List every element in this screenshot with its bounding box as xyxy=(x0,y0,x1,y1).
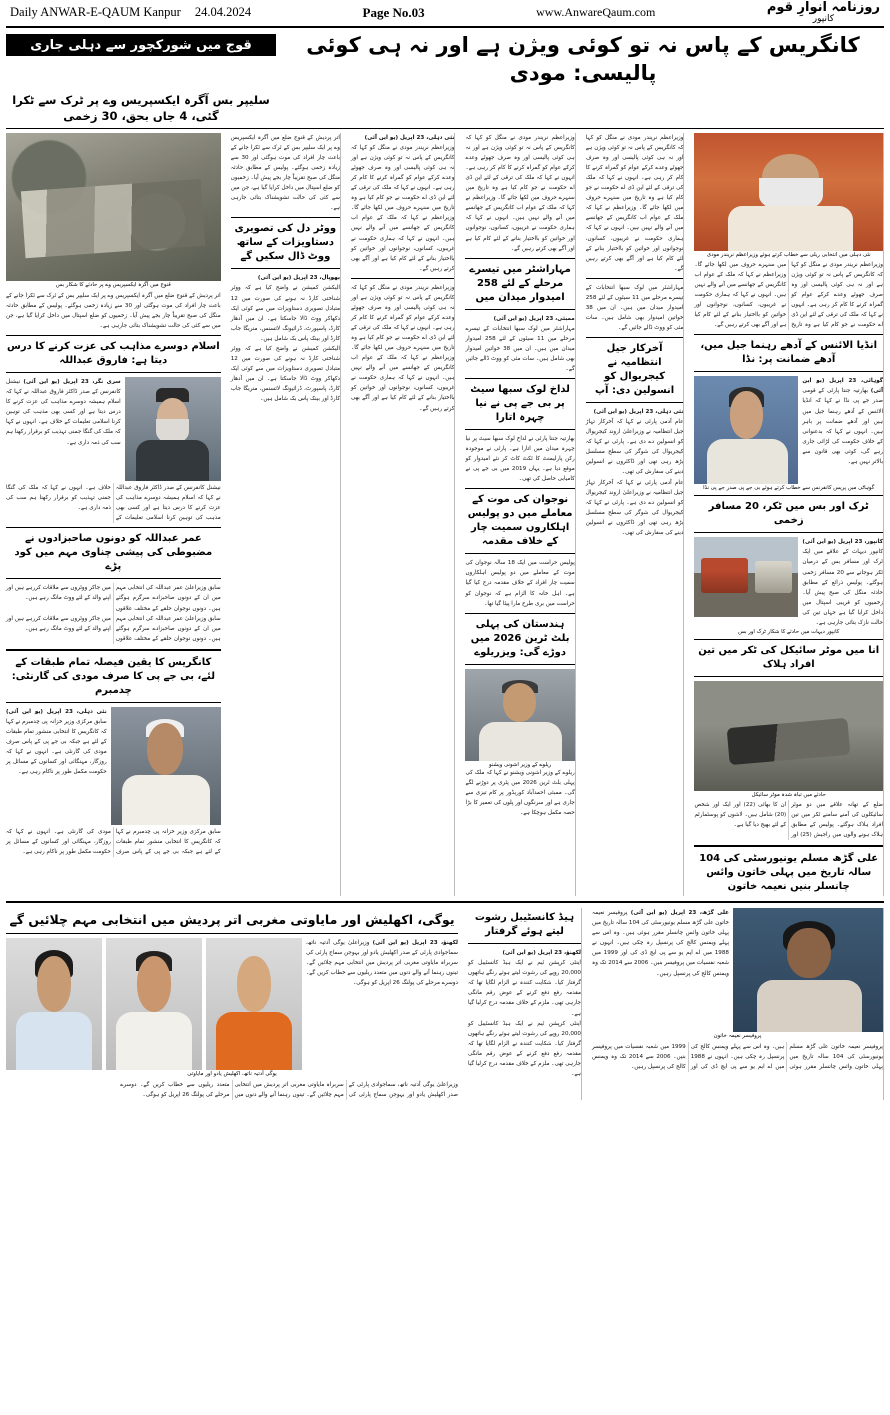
lead-text-a: وزیراعظم نریندر مودی نے منگل کو کہا کہ کانگریس کے پاس نہ تو کوئی ویژن ہے اور نہ ہی کوئی پالیسی اور وہ صرف جھوٹے وعدے کرکے عوام کو گمراہ کرنے کا کام کر رہی ہے۔ انہوں نے کہا کہ ملک کی ترقی کے لئے این ڈی اے حکومت نے جو کام کیا ہے وہ تاریخ میں سنہرے حروف میں لکھا جائے گا۔ وزیراعظم نے کہا کہ ملک کے عوام اب کانگریس کے جھانسے میں آنے والے نہیں ہیں۔ انہوں نے کہا کہ ہماری حکومت نے غریبوں، کسانوں، نوجوانوں اور خواتین کو بااختیار بنانے کے لئے کام کیا ہے اور آگے بھی کرتے رہیں گے۔ xyxy=(350,144,455,272)
page-number: Page No.03 xyxy=(362,4,425,20)
divider-bottom xyxy=(6,901,884,903)
dateline-votar: بھوپال، 23 اپریل (یو این آئی) xyxy=(257,275,340,282)
story-bribe-text-2: اینٹی کرپشن ٹیم نے ایک ہیڈ کانسٹیبل کو 20,000 روپے کی رشوت لیتے ہوئے رنگے ہاتھوں گرفتار کیا۔ شکایت کنندہ نے الزام لگایا تھا کہ مقدمہ رفع دفع کرنے کے عوض رقم مانگی جارہی تھی۔ ملزم کے خلاف مقدمہ درج کرلیا گیا ہے۔ xyxy=(468,1020,581,1077)
dateline-kejriwal: نئی دہلی، 23 اپریل (یو این آئی) xyxy=(593,409,684,416)
column-right xyxy=(690,133,884,896)
headline-youth-death: نوجوان کی موت کے معاملے میں دو پولیس اہلکاروں سمیت چار کے خلاف مقدمہ xyxy=(467,494,573,548)
dateline-maharashtra: ممبئی، 23 اپریل (یو این آئی) xyxy=(493,315,575,322)
masthead xyxy=(6,0,884,28)
story-votar-text-2: الیکشن کمیشن نے واضح کیا ہے کہ ووٹر شناختی کارڈ نہ ہونے کی صورت میں 12 متبادل تصویری دستاویزات میں سے کوئی ایک دکھاکر ووٹ ڈالا جاسکتا ہے۔ ان میں آدھار کارڈ، پاسپورٹ، ڈرائیونگ لائسنس، منریگا جاب کارڈ اور بینک پاس بک شامل ہیں۔ xyxy=(230,345,340,403)
photo-farooq xyxy=(125,377,221,481)
photo-naima-khatoon xyxy=(733,908,883,1032)
logo-line-1: روزنامہ انوارِ قوم xyxy=(766,0,880,15)
nadda-block xyxy=(694,376,883,484)
photo-bike-crash xyxy=(694,681,883,791)
story-wreck-text: اتر پردیش کے قنوج ضلع میں آگرہ ایکسپریس وے پر ایک سلیپر بس کے ٹرک سے ٹکرا جانے کے باعث چار افراد کی موت ہوگئی اور 30 سے زیادہ زخمی ہوگئے۔ پولیس کے مطابق حادثہ منگل کی صبح تقریباً چار بجے پیش آیا۔ زخمیوں کو ضلع اسپتال میں داخل کرایا گیا ہے، جن میں سے کئی کی حالت تشویشناک بتائی جارہی ہے۔ xyxy=(6,292,221,330)
bottom-middle xyxy=(464,908,582,1100)
story-kejriwal-text: عام آدمی پارٹی نے کہا کہ آخرکار تہاڑ جیل انتظامیہ نے وزیراعلیٰ اروند کیجریوال کو انسولین دے دی ہے۔ پارٹی نے کہا کہ کیجریوال کی شوگر کی سطح مسلسل بڑھ رہی تھی اور ڈاکٹروں نے انسولین دینے کی سفارش کی تھی۔ xyxy=(585,419,684,476)
dateline-nadda: گوہاٹی، 23 اپریل (یو این آئی) xyxy=(802,378,884,395)
dateline-up: لکھنؤ، 23 اپریل (یو این آئی) xyxy=(372,940,458,946)
logo-line-2: کانپور xyxy=(812,13,835,24)
caption-modi: نئی دہلی میں انتخابی ریلی سے خطاب کرتے ہوئے وزیراعظم نریندر مودی xyxy=(706,251,871,258)
story-up-text: وزیراعلیٰ یوگی آدتیہ ناتھ، سماجوادی پارٹی کے صدر اکھلیش یادو اور بہوجن سماج پارٹی کی سربراہ مایاوتی مغربی اتر پردیش میں انتخابی مہم چلائیں گے۔ تینوں رہنما آنے والے دنوں میں متعدد ریلیوں سے خطاب کریں گے۔ دوسرے مرحلے کی پولنگ 26 اپریل کو ہوگی۔ xyxy=(306,940,458,987)
story-nadda-text: بھارتیہ جنتا پارٹی کے قومی صدر جے پی نڈا نے کہا کہ انڈیا الائنس کے آدھے رہنما جیل میں ہیں اور آدھے ضمانت پر باہر ہیں۔ انہوں نے کہا کہ بدعنوانی کے خلاف حکومت کی لڑائی جاری رہے گی، کوئی بھی قانون سے بالاتر نہیں ہے۔ xyxy=(802,388,883,465)
story-ghulam-text: سابق وزیراعلیٰ عمر عبداللہ کی انتخابی مہم میں ان کے دونوں صاحبزادے سرگرم ہوگئے ہیں۔ دونوں نوجوان حلقے کے مختلف علاقوں میں جاکر ووٹروں سے ملاقات کررہے ہیں اور اپنے والد کے لئے ووٹ مانگ رہے ہیں۔ xyxy=(6,585,221,612)
story-votar-text: الیکشن کمیشن نے واضح کیا ہے کہ ووٹر شناختی کارڈ نہ ہونے کی صورت میں 12 متبادل تصویری دستاویزات میں سے کوئی ایک دکھاکر ووٹ ڈالا جاسکتا ہے۔ ان میں آدھار کارڈ، پاسپورٹ، ڈرائیونگ لائسنس، منریگا جاب کارڈ اور بینک پاس بک شامل ہیں۔ xyxy=(230,285,340,342)
headline-ladakh: لداخ لوک سبھا سیٹ پر بی جے پی نے نیا چہرہ اتارا xyxy=(470,384,570,423)
headline-chidambaram: کانگریس کا یقین فیصلہ تمام طبقات کے لئے، بی جے پی کا صرف مودی کی گارنٹی: چدمبرم xyxy=(11,656,215,696)
story-ghulam-text-2: سابق وزیراعلیٰ عمر عبداللہ کی انتخابی مہم میں ان کے دونوں صاحبزادے سرگرم ہوگئے ہیں۔ دونوں نوجوان حلقے کے مختلف علاقوں میں جاکر ووٹروں سے ملاقات کررہے ہیں اور اپنے والد کے لئے ووٹ مانگ رہے ہیں۔ xyxy=(6,615,221,642)
bottom-right xyxy=(588,908,884,1100)
lead-text-c: وزیراعظم نریندر مودی نے منگل کو کہا کہ کانگریس کے پاس نہ تو کوئی ویژن ہے اور نہ ہی کوئی پالیسی اور وہ صرف جھوٹے وعدے کرکے عوام کو گمراہ کرنے کا کام کر رہی ہے۔ انہوں نے کہا کہ ملک کی ترقی کے لئے این ڈی اے حکومت نے جو کام کیا ہے وہ تاریخ میں سنہرے حروف میں لکھا جائے گا۔ وزیراعظم نے کہا کہ ملک کے عوام اب کانگریس کے جھانسے میں آنے والے نہیں ہیں۔ انہوں نے کہا کہ ہماری حکومت نے غریبوں، کسانوں، نوجوانوں اور خواتین کو بااختیار بنانے کے لئے کام کیا ہے اور آگے بھی کرتے رہیں گے۔ xyxy=(465,134,575,252)
caption-up-leaders: یوگی آدتیہ ناتھ، اکھلیش یادو اور مایاوتی xyxy=(187,1071,277,1077)
lead-headline-wrap xyxy=(282,31,884,88)
lead-text-d: وزیراعظم نریندر مودی نے منگل کو کہا کہ کانگریس کے پاس نہ تو کوئی ویژن ہے اور نہ ہی کوئی پالیسی اور وہ صرف جھوٹے وعدے کرکے عوام کو گمراہ کرنے کا کام کر رہی ہے۔ انہوں نے کہا کہ ملک کی ترقی کے لئے این ڈی اے حکومت نے جو کام کیا ہے وہ تاریخ میں سنہرے حروف میں لکھا جائے گا۔ وزیراعظم نے کہا کہ ملک کے عوام اب کانگریس کے جھانسے میں آنے والے نہیں ہیں۔ انہوں نے کہا کہ ہماری حکومت نے غریبوں، کسانوں، نوجوانوں اور خواتین کو بااختیار بنانے کے لئے کام کیا ہے اور آگے بھی کرتے رہیں گے۔ xyxy=(585,134,684,272)
lead-text-e: وزیراعظم نریندر مودی نے منگل کو کہا کہ کانگریس کے پاس نہ تو کوئی ویژن ہے اور نہ ہی کوئی پالیسی اور وہ صرف جھوٹے وعدے کرکے عوام کو گمراہ کرنے کا کام کر رہی ہے۔ انہوں نے کہا کہ ملک کی ترقی کے لئے این ڈی اے حکومت نے جو کام کیا ہے وہ تاریخ میں سنہرے حروف میں لکھا جائے گا۔ وزیراعظم نے کہا کہ ملک کے عوام اب کانگریس کے جھانسے میں آنے والے نہیں ہیں۔ انہوں نے کہا کہ ہماری حکومت نے غریبوں، کسانوں، نوجوانوں اور خواتین کو بااختیار بنانے کے لئے کام کیا ہے اور آگے بھی کرتے رہیں گے۔ xyxy=(694,261,883,329)
photo-yogi xyxy=(206,938,302,1070)
photo-mayawati xyxy=(6,938,102,1070)
issue-date: 24.04.2024 xyxy=(194,5,252,19)
story-youth-death-text: پولیس حراست میں ایک 18 سالہ نوجوان کی موت کے معاملے میں دو پولیس اہلکاروں سمیت چار افراد کے خلاف مقدمہ درج کیا گیا ہے۔ اہل خانہ کا الزام ہے کہ نوجوان کو حراست میں بری طرح مارا پیٹا گیا تھا۔ xyxy=(465,560,575,607)
headline-india-alliance: انڈیا الائنس کے آدھے رہنما جیل میں، آدھے ضمانت پر: نڈا xyxy=(700,340,878,366)
photo-ashwini-vaishnaw xyxy=(465,669,574,761)
photo-truck-accident xyxy=(694,537,798,617)
caption-nadda: گوہاٹی میں پریس کانفرنس سے خطاب کرتے ہوئے بی جے پی صدر جے پی نڈا xyxy=(703,485,875,492)
photo-akhilesh xyxy=(106,938,202,1070)
caption-bike: حادثے میں تباہ شدہ موٹر سائیکل xyxy=(751,791,826,798)
photo-modi xyxy=(694,133,883,251)
story-chidambaram-text: سابق مرکزی وزیر خزانہ پی چدمبرم نے کہا کہ کانگریس کا انتخابی منشور تمام طبقات کے لئے ہے جبکہ بی جے پی کے پاس صرف مودی کی گارنٹی ہے۔ انہوں نے کہا کہ روزگار، مہنگائی اور کسانوں کے مسائل پر حکومت مکمل طور پر ناکام رہی ہے۔ xyxy=(6,718,107,776)
headline-bullet-train: ہندستان کی پہلی بلٹ ٹرین 2026 میں دوڑے گی: ویزریلوے xyxy=(470,618,570,658)
banner-text: قوج میں شورکچور سے دہلی جاری xyxy=(30,37,252,53)
dateline-farooq: سری نگر، 23 اپریل (یو این آئی) xyxy=(23,379,121,386)
black-banner xyxy=(6,34,276,56)
amu-block xyxy=(592,908,883,1032)
story-ladakh-text: بھارتیہ جنتا پارٹی نے لداخ لوک سبھا سیٹ پر نیا چہرہ میدان میں اتارا ہے۔ پارٹی نے موجودہ رکن پارلیمنٹ کا ٹکٹ کاٹ کر نئے امیدوار کو موقع دیا ہے۔ یہاں 2019 میں بی جے پی نے کامیابی حاصل کی تھی۔ xyxy=(465,436,575,483)
up-photo-row xyxy=(6,938,458,1070)
headline-maharashtra: مہاراشٹر میں تیسرے مرحلے کے لئے 258 امیدوار میدان میں xyxy=(469,263,571,303)
headline-ghulam: عمر عبداللہ کو دونوں صاحبزادوں نے مضبوطی کی پیشی چناوی مہم میں کود پڑے xyxy=(14,533,213,573)
lead-subheadline: سلیپر بس آگرہ ایکسپریس وے پر ٹرک سے ٹکرا گئی، 4 جاں بحق، 30 زخمی xyxy=(12,92,270,123)
story-bullet-train-text: ریلوے کے وزیر اشونی ویشنو نے کہا کہ ملک کی پہلی بلٹ ٹرین 2026 میں پٹری پر دوڑنے لگے گی۔ ممبئی احمدآباد کوریڈور پر کام تیزی سے جاری ہے اور سرنگوں اور پلوں کی تعمیر کا بڑا حصہ مکمل ہوچکا ہے۔ xyxy=(465,769,575,816)
headline-truck-bus: ٹرک اور بس میں ٹکر، 20 مسافر زخمی xyxy=(708,501,869,527)
truck-block xyxy=(694,537,883,628)
photo-chidambaram xyxy=(111,707,221,825)
column-left xyxy=(6,133,221,896)
masthead-logo xyxy=(767,1,880,24)
dateline-amu: علی گڑھ، 23 اپریل (یو این آئی) xyxy=(630,910,730,917)
story-bike-text: ضلع کے تھانہ علاقے میں دو موٹر سائیکلوں کی آمنے سامنے ٹکر میں تین افراد ہلاک ہوگئے۔ پولیس کے مطابق ہلاک ہونے والوں میں راجیش (25) اور ان کا بھائی (22) اور ایک اور شخص (20) شامل ہیں۔ لاشوں کو پوسٹمارٹم کے لئے بھیج دیا گیا ہے۔ xyxy=(694,801,883,839)
lead-dateline: نئی دہلی، 23 اپریل (یو این آئی) xyxy=(364,134,455,141)
banner-wrap xyxy=(6,31,276,88)
bottom-grid xyxy=(6,908,884,1100)
story-wreck-cont: اتر پردیش کے قنوج ضلع میں آگرہ ایکسپریس وے پر ایک سلیپر بس کے ٹرک سے ٹکرا جانے کے باعث چار افراد کی موت ہوگئی اور 30 سے زیادہ زخمی ہوگئے۔ پولیس کے مطابق حادثہ منگل کی صبح تقریباً چار بجے پیش آیا۔ زخمیوں کو ضلع اسپتال میں داخل کرایا گیا ہے، جن میں سے کئی کی حالت تشویشناک بتائی جارہی ہے۔ xyxy=(230,134,340,212)
caption-ashwini: ریلوے کے وزیر اشونی ویشنو xyxy=(489,761,552,768)
column-3 xyxy=(347,133,455,896)
top-strip xyxy=(6,31,884,88)
lead-headline: کانگریس کے پاس نہ تو کوئی ویژن ہے اور نہ ہی کوئی پالیسی: مودی xyxy=(306,33,860,86)
story-maharashtra-cont: مہاراشٹر میں لوک سبھا انتخابات کے تیسرے مرحلے میں 11 سیٹوں کے لئے 258 امیدوار میدان میں ہیں۔ ان میں 38 خواتین امیدوار بھی شامل ہیں۔ سات مئی کو ووٹ ڈالے جائیں گے۔ xyxy=(585,284,684,331)
headline-votar: ووٹر دل کی تصویری دستاویزات کے ساتھ ووٹ ڈال سکیں گے xyxy=(234,223,337,263)
headline-kejriwal-insulin: آخرکار جیل انتظامیہ نے کیجریوال کو انسولین دی: آپ xyxy=(594,343,675,397)
story-up-cont: وزیراعلیٰ یوگی آدتیہ ناتھ، سماجوادی پارٹی کے صدر اکھلیش یادو اور بہوجن سماج پارٹی کی سربراہ مایاوتی مغربی اتر پردیش میں انتخابی مہم چلائیں گے۔ تینوں رہنما آنے والے دنوں میں متعدد ریلیوں سے خطاب کریں گے۔ دوسرے مرحلے کی پولنگ 26 اپریل کو ہوگی۔ xyxy=(120,1082,458,1099)
caption-bus-wreck: قنوج میں آگرہ ایکسپریس وے پر حادثے کا شکار بس xyxy=(55,281,171,288)
dateline-bribe: لکھنؤ، 23 اپریل (یو این آئی) xyxy=(502,950,581,957)
subhead-strip xyxy=(6,90,884,124)
caption-truck: کانپور دیہات میں حادثے کا شکار ٹرک اور بس xyxy=(738,628,840,635)
photo-bus-wreck xyxy=(6,133,221,281)
story-chidambaram-cont: سابق مرکزی وزیر خزانہ پی چدمبرم نے کہا کہ کانگریس کا انتخابی منشور تمام طبقات کے لئے ہے جبکہ بی جے پی کے پاس صرف مودی کی گارنٹی ہے۔ انہوں نے کہا کہ روزگار، مہنگائی اور کسانوں کے مسائل پر حکومت مکمل طور پر ناکام رہی ہے۔ xyxy=(6,828,221,855)
caption-amu: پروفیسر نعیمہ خاتون xyxy=(713,1033,762,1040)
column-4 xyxy=(461,133,575,896)
story-maharashtra-text: مہاراشٹر میں لوک سبھا انتخابات کے تیسرے مرحلے میں 11 سیٹوں کے لئے 258 امیدوار میدان میں ہیں۔ ان میں 38 خواتین امیدوار بھی شامل ہیں۔ سات مئی کو ووٹ ڈالے جائیں گے۔ xyxy=(465,325,575,372)
column-2 xyxy=(227,133,341,896)
story-bribe-text: اینٹی کرپشن ٹیم نے ایک ہیڈ کانسٹیبل کو 20,000 روپے کی رشوت لیتے ہوئے رنگے ہاتھوں گرفتار کیا۔ شکایت کنندہ نے الزام لگایا تھا کہ مقدمہ رفع دفع کرنے کے عوض رقم مانگی جارہی تھی۔ ملزم کے خلاف مقدمہ درج کرلیا گیا ہے۔ xyxy=(468,960,581,1017)
story-truck-text: کانپور دیہات کے علاقے میں ایک ٹرک اور مسافر بس کے درمیان ٹکر ہوجانے سے 20 مسافر زخمی ہوگئے۔ پولیس ذرائع کے مطابق حادثہ منگل کی صبح پیش آیا۔ زخمیوں کو قریبی اسپتال میں داخل کرایا گیا ہے جہاں تین کی حالت نازک بتائی جارہی ہے۔ xyxy=(802,549,883,626)
story-amu-text: پروفیسر نعیمہ خاتون علی گڑھ مسلم یونیورسٹی کی 104 سالہ تاریخ میں پہلی خاتون وائس چانسلر مقرر ہوئی ہیں۔ وہ اس سے پہلے ویمنس کالج کی پرنسپل رہ چکی ہیں۔ انہوں نے 1988 میں اے ایم یو سے پی ایچ ڈی کی اور 1999 میں شعبہ نفسیات میں پروفیسر بنیں۔ 2006 سے 2014 تک وہ ویمنس کالج کی پرنسپل رہیں۔ xyxy=(592,910,729,977)
bottom-left xyxy=(6,908,458,1100)
column-5 xyxy=(582,133,685,896)
chid-block xyxy=(6,707,221,825)
website-url[interactable]: www.AnwareQaum.com xyxy=(536,5,656,19)
story-farooq-text: نیشنل کانفرنس کے صدر ڈاکٹر فاروق عبداللہ نے کہا کہ اسلام ہمیشہ دوسرے مذاہب کی عزت کرنے کا درس دیتا ہے اور کسی بھی مذہب کی توہین کرنا اسلامی تعلیمات کے خلاف ہے۔ انہوں نے کہا کہ ملک کی گنگا جمنی تہذیب کو برقرار رکھنا ہم سب کی ذمہ داری ہے۔ xyxy=(6,379,121,446)
paper-name: Daily ANWAR-E-QAUM Kanpur xyxy=(10,5,181,19)
headline-up-campaign: یوگی، اکھلیش اور مایاوتی مغربی اتر پردیش میں انتخابی مہم چلائیں گے xyxy=(9,912,455,928)
photo-nadda xyxy=(694,376,798,484)
headline-bike-crash: انا میں موٹر سائیکل کی ٹکر میں تین افراد ہلاک xyxy=(698,644,880,670)
dateline-chidambaram: نئی دہلی، 23 اپریل (یو این آئی) xyxy=(6,708,107,715)
headline-farooq: اسلام دوسرے مذاہب کی عزت کرنے کا درس دیتا ہے: فاروق عبداللہ xyxy=(7,341,220,367)
headline-bribe-arrest: ہیڈ کانسٹیبل رشوت لیتے ہوئے گرفتار xyxy=(474,912,575,938)
lead-text-b: وزیراعظم نریندر مودی نے منگل کو کہا کہ کانگریس کے پاس نہ تو کوئی ویژن ہے اور نہ ہی کوئی پالیسی اور وہ صرف جھوٹے وعدے کرکے عوام کو گمراہ کرنے کا کام کر رہی ہے۔ انہوں نے کہا کہ ملک کی ترقی کے لئے این ڈی اے حکومت نے جو کام کیا ہے وہ تاریخ میں سنہرے حروف میں لکھا جائے گا۔ وزیراعظم نے کہا کہ ملک کے عوام اب کانگریس کے جھانسے میں آنے والے نہیں ہیں۔ انہوں نے کہا کہ ہماری حکومت نے غریبوں، کسانوں، نوجوانوں اور خواتین کو بااختیار بنانے کے لئے کام کیا ہے اور آگے بھی کرتے رہیں گے۔ xyxy=(350,284,455,412)
farooq-block xyxy=(6,377,221,481)
dateline-truck: کانپور، 23 اپریل (یو این آئی) xyxy=(802,539,883,546)
headline-amu-vc: علی گڑھ مسلم یونیورسٹی کی 104 سالہ تاریخ میں پہلی خاتون وائس چانسلر بنیں نعیمہ خاتون xyxy=(699,853,879,893)
story-amu-cont: پروفیسر نعیمہ خاتون علی گڑھ مسلم یونیورسٹی کی 104 سالہ تاریخ میں پہلی خاتون وائس چانسلر مقرر ہوئی ہیں۔ وہ اس سے پہلے ویمنس کالج کی پرنسپل رہ چکی ہیں۔ انہوں نے 1988 میں اے ایم یو سے پی ایچ ڈی کی اور 1999 میں شعبہ نفسیات میں پروفیسر بنیں۔ 2006 سے 2014 تک وہ ویمنس کالج کی پرنسپل رہیں۔ xyxy=(592,1044,884,1071)
masthead-left xyxy=(10,5,251,20)
divider-1 xyxy=(6,128,884,129)
main-grid xyxy=(6,133,884,896)
story-farooq-cont: نیشنل کانفرنس کے صدر ڈاکٹر فاروق عبداللہ نے کہا کہ اسلام ہمیشہ دوسرے مذاہب کی عزت کرنے کا درس دیتا ہے اور کسی بھی مذہب کی توہین کرنا اسلامی تعلیمات کے خلاف ہے۔ انہوں نے کہا کہ ملک کی گنگا جمنی تہذیب کو برقرار رکھنا ہم سب کی ذمہ داری ہے۔ xyxy=(6,485,221,522)
story-kejriwal-text-2: عام آدمی پارٹی نے کہا کہ آخرکار تہاڑ جیل انتظامیہ نے وزیراعلیٰ اروند کیجریوال کو انسولین دے دی ہے۔ پارٹی نے کہا کہ کیجریوال کی شوگر کی سطح مسلسل بڑھ رہی تھی اور ڈاکٹروں نے انسولین دینے کی سفارش کی تھی۔ xyxy=(585,479,684,536)
